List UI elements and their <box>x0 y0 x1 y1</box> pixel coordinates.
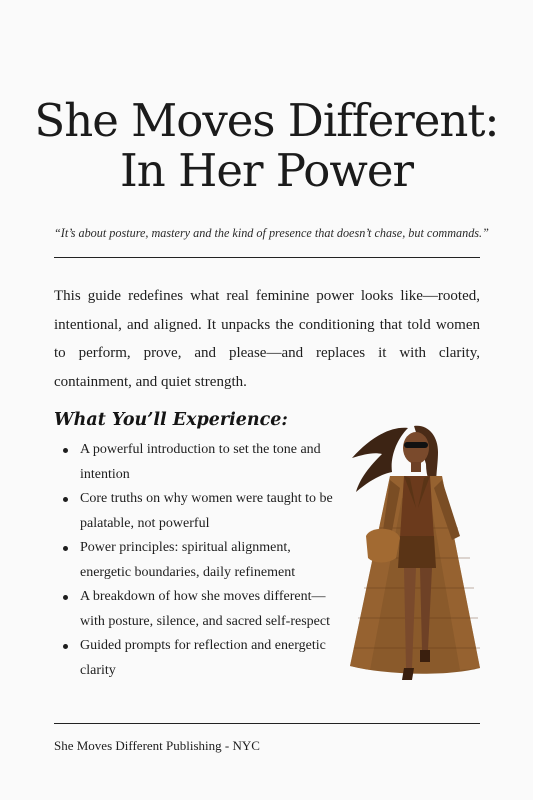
list-item: A breakdown of how she moves different—with posture, silence, and sacred self-respect <box>54 585 344 634</box>
bottom-divider <box>54 723 480 724</box>
publisher-footer: She Moves Different Publishing - NYC <box>54 738 260 753</box>
section-heading: What You’ll Experience: <box>54 410 288 430</box>
tagline-quote: “It’s about posture, mastery and the kind of presence that doesn’t chase, but commands.” <box>54 226 489 240</box>
page-title <box>0 96 533 196</box>
bullet-icon <box>63 497 68 502</box>
list-item: Core truths on why women were taught to be palatable, not powerful <box>54 487 344 536</box>
experience-list <box>54 438 344 683</box>
title-line-1: She Moves Different: <box>34 94 499 147</box>
list-item: A powerful introduction to set the tone and intention <box>54 438 344 487</box>
list-item: Guided prompts for reflection and energetic clarity <box>54 634 344 683</box>
top-divider <box>54 257 480 258</box>
woman-in-coat-illustration <box>330 418 500 703</box>
title-line-2: In Her Power <box>120 144 413 197</box>
bullet-icon <box>63 644 68 649</box>
list-item: Power principles: spiritual alignment, energetic boundaries, daily refinement <box>54 536 344 585</box>
bullet-icon <box>63 595 68 600</box>
bullet-icon <box>63 448 68 453</box>
bullet-icon <box>63 546 68 551</box>
intro-paragraph: This guide redefines what real feminine power looks like—rooted, intentional, and aligned. It unpacks the conditioning that told women to perform, prove, and please—and replaces it with clarity, containment, and quiet strength. <box>54 288 480 390</box>
